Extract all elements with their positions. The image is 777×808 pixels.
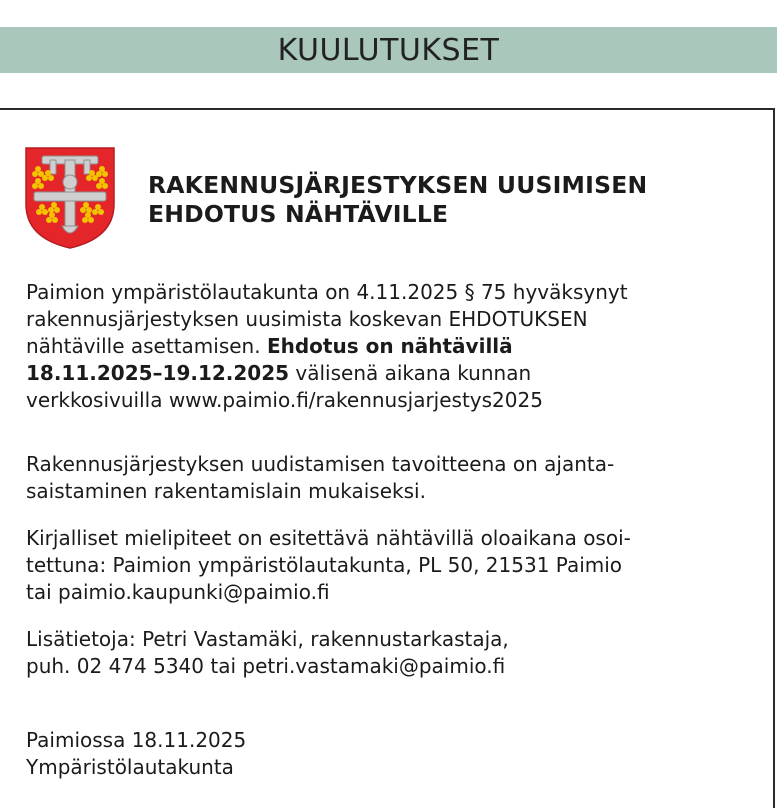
- notice-title-line: RAKENNUSJÄRJESTYKSEN UUSIMISEN: [148, 171, 648, 199]
- text-line: Kirjalliset mielipiteet on esitettävä nähtävillä oloaikana osoi-: [26, 526, 631, 550]
- notice-title: [148, 171, 758, 229]
- text-segment: nähtäville asettamisen.: [26, 334, 267, 358]
- text-line: Lisätietoja: Petri Vastamäki, rakennustarkastaja,: [26, 627, 509, 651]
- signature-block: [26, 727, 766, 781]
- text-line: Paimion ympäristölautakunta on 4.11.2025 § 75 hyväksynyt: [26, 280, 628, 304]
- text-line: tai paimio.kaupunki@paimio.fi: [26, 580, 330, 604]
- text-line: Rakennusjärjestyksen uudistamisen tavoitteena on ajanta-: [26, 452, 615, 476]
- signatory: Ympäristölautakunta: [26, 755, 234, 779]
- text-line: verkkosivuilla www.paimio.fi/rakennusjarjestys2025: [26, 388, 543, 412]
- text-line: rakennusjärjestyksen uusimista koskevan EHDOTUKSEN: [26, 307, 588, 331]
- notice-title-line: EHDOTUS NÄHTÄVILLE: [148, 200, 449, 228]
- text-line: saistaminen rakentamislain mukaiseksi.: [26, 479, 426, 503]
- text-line: puh. 02 474 5340 tai petri.vastamaki@paimio.fi: [26, 654, 506, 678]
- place-date: Paimiossa 18.11.2025: [26, 728, 247, 752]
- bold-availability-text: Ehdotus on nähtävillä: [266, 334, 513, 358]
- text-segment: välisenä aikana kunnan: [289, 361, 532, 385]
- section-title: KUULUTUKSET: [277, 32, 500, 68]
- paragraph-opinions: [26, 525, 766, 606]
- paragraph-announcement: [26, 279, 766, 414]
- paragraph-contact: [26, 626, 766, 680]
- paimio-coat-of-arms-icon: [24, 146, 116, 250]
- text-line: [26, 333, 766, 360]
- text-line: tettuna: Paimion ympäristölautakunta, PL 50, 21531 Paimio: [26, 553, 623, 577]
- section-header: [0, 27, 777, 73]
- bold-date-range: 18.11.2025–19.12.2025: [26, 361, 290, 385]
- text-line: [26, 360, 766, 387]
- paragraph-goal: [26, 451, 766, 505]
